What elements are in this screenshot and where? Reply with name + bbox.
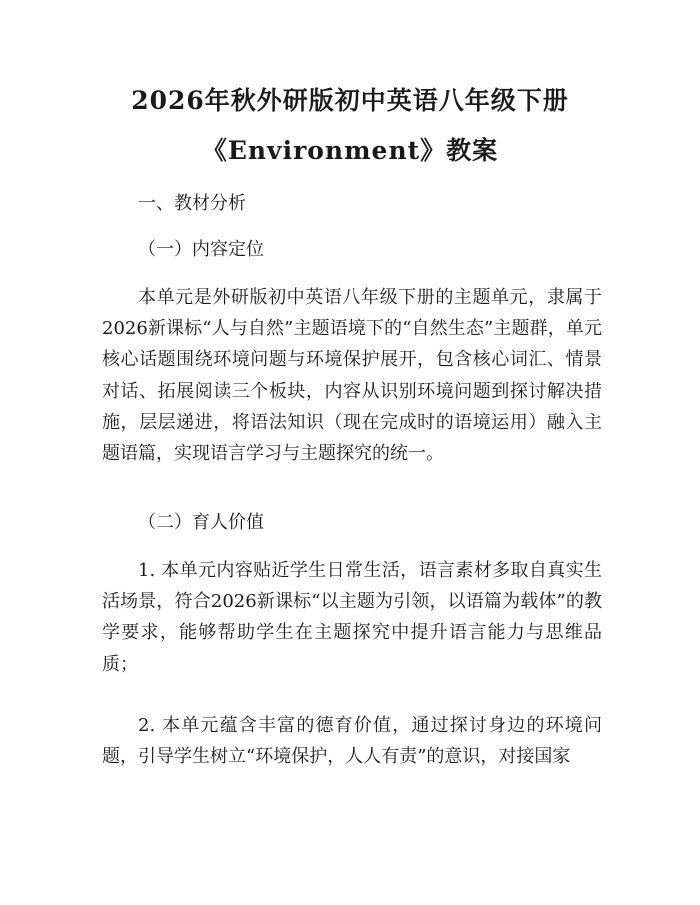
paragraph-educational-value-1: 1. 本单元内容贴近学生日常生活，语言素材多取自真实生活场景，符合2026新课标“以主题为引领，以语篇为载体”的教学要求，能够帮助学生在主题探究中提升语言能力与思维品质；	[102, 560, 602, 675]
document-title-line1: 2026年秋外研版初中英语八年级下册	[131, 86, 569, 115]
subsection-heading-educational-value: （二）育人价值	[138, 512, 264, 533]
paragraph-educational-value-2: 2. 本单元蕴含丰富的德育价值，通过探讨身边的环境问题，引导学生树立“环境保护，人人有责”的意识，对接国家	[102, 715, 602, 768]
paragraph-content-positioning: 本单元是外研版初中英语八年级下册的主题单元，隶属于2026新课标“人与自然”主题语境下的“自然生态”主题群，单元核心话题围绕环境问题与环境保护展开，包含核心词汇、情景对话、拓展阅读三个板块，内容从识别环境问题到探讨解决措施，层层递进，将语法知识（现在完成时的语境运用）融入主题语篇，实现语言学习与主题探究的统一。	[102, 287, 602, 465]
document-title-line2: 《Environment》教案	[201, 136, 499, 165]
section-heading-textbook-analysis: 一、教材分析	[138, 193, 246, 214]
subsection-heading-content-positioning: （一）内容定位	[138, 239, 264, 260]
